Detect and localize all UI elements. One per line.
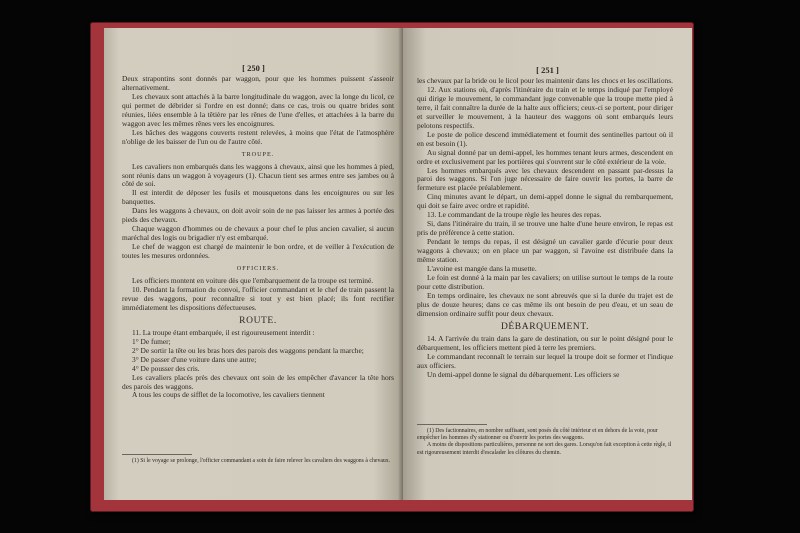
right-page [403, 28, 692, 500]
section-heading: TROUPE. [241, 150, 275, 158]
paragraph: 12. Aux stations où, d'après l'itinéraire du train et le temps indiqué par l'employé qui dirige le mouvement, le commandant juge convenable que la troupe mette pied à terre, il fait connaître la durée de la halte aux officiers; ceux-ci se portent, pour diriger et surveiller le mouvement, à la hauteur des waggons où sont embarqués leurs pelotons respectifs. [417, 84, 673, 130]
paragraph: Cinq minutes avant le départ, un demi-appel donne le signal du rembarquement, qui doit se faire avec ordre et rapidité. [417, 192, 673, 211]
footnote-rule [417, 424, 487, 425]
paragraph: En temps ordinaire, les chevaux ne sont abreuvés que si la durée du trajet est de plus de douze heures; dans ce cas même ils ont besoin de peu d'eau, et un seau de dimension ordinaire suffit pour deux chevaux. [417, 290, 673, 318]
paragraph: Les chevaux sont attachés à la barre longitudinale du waggon, avec la longe du licol, ce qui permet de débrider si l'ordre en est donné; dans ce cas, trois ou quatre brides sont réunies, liées ensemble à la têtière par les rênes de l'une d'elles, et attachées à la barre du waggon avec les mêmes rênes vers les encoignures. [122, 91, 394, 128]
paragraph: Le chef de waggon est chargé de maintenir le bon ordre, et de veiller à l'exécution de toutes les mesures ordonnées. [122, 242, 394, 261]
paragraph: 10. Pendant la formation du convoi, l'officier commandant et le chef de train passent la revue des waggons, pour reconnaître si tout y est bien placé; ils font rectifier immédiatement les dispositions défectueuses. [122, 284, 394, 312]
footnote-rule [122, 454, 192, 455]
footnote: A moins de dispositions particulières, personne ne sort des gares. Lorsqu'on fait exception à cette règle, il est rigoureusement interdit d'escalader les clôtures du chemin. [417, 442, 672, 456]
paragraph: Chaque waggon d'hommes ou de chevaux a pour chef le plus ancien cavalier, si aucun maréchal des logis ou brigadier n'y est embarqué. [122, 224, 394, 243]
list-item: 4° De pousser des cris. [132, 363, 200, 373]
paragraph: 11. La troupe étant embarquée, il est rigoureusement interdit : [132, 327, 315, 337]
footnote-block [122, 450, 394, 465]
paragraph: L'avoine est mangée dans la musette. [427, 264, 537, 274]
left-page [104, 28, 403, 500]
paragraph: A tous les coups de sifflet de la locomotive, les cavaliers tiennent [132, 390, 325, 400]
paragraph: Le foin est donné à la main par les cavaliers; on utilise surtout le temps de la route pour cette distribution. [417, 272, 673, 291]
page-number: [ 250 ] [242, 63, 265, 73]
paragraph: Les hommes embarqués avec les chevaux descendent en passant par-dessus la paroi des waggons. Si l'on juge nécessaire de faire ouvrir les portes, la barre de fermeture est placée préalablement. [417, 165, 673, 193]
paragraph: Deux strapontins sont donnés par waggon, pour que les hommes puissent s'asseoir alternativement. [122, 74, 394, 92]
paragraph: 14. A l'arrivée du train dans la gare de destination, ou sur le point désigné pour le débarquement, les officiers mettent pied à terre les premiers. [417, 333, 673, 352]
paragraph: Un demi-appel donne le signal du débarquement. Les officiers se [427, 369, 620, 379]
paragraph: Le poste de police descend immédiatement et fournit des sentinelles partout où il en est besoin (1). [417, 129, 673, 148]
list-item: 1° De fumer; [132, 336, 171, 346]
paragraph: Les cavaliers non embarqués dans les waggons à chevaux, ainsi que les hommes à pied, sont réunis dans un waggon à voyageurs (1). Chacun tient ses armes entre ses jambes ou à côté de soi. [122, 161, 394, 189]
paragraph: Les officiers montent en voiture dès que l'embarquement de la troupe est terminé. [132, 276, 374, 286]
paragraph: les chevaux par la bride ou le licol pour les maintenir dans les chocs et les oscillations. [417, 76, 673, 85]
list-item: 2° De sortir la tête ou les bras hors des parois des waggons pendant la marche; [132, 345, 364, 355]
page-text [417, 77, 673, 379]
paragraph: Il est interdit de déposer les fusils et mousquetons dans les encoignures ou sur les banquettes. [122, 188, 394, 207]
paragraph: Les bâches des waggons couverts restent relevées, à moins que l'état de l'atmosphère n'oblige de les baisser de l'un ou de l'autre côté. [122, 127, 394, 146]
page-text [122, 75, 394, 400]
list-item: 3° De passer d'une voiture dans une autre; [132, 354, 257, 364]
section-heading: DÉBARQUEMENT. [500, 321, 590, 332]
paragraph: Pendant le temps du repas, il est désigné un cavalier garde d'écurie pour deux waggons à chevaux; on en place un par waggon, si l'avoine est distribuée dans la même station. [417, 237, 673, 265]
paragraph: Si, dans l'itinéraire du train, il se trouve une halte d'une heure environ, le repas est pris de préférence à cette station. [417, 219, 673, 238]
paragraph: Dans les waggons à chevaux, on doit avoir soin de ne pas laisser les armes à portée des pieds des chevaux. [122, 206, 394, 225]
section-heading: OFFICIERS. [236, 265, 280, 273]
footnote: (1) Des factionnaires, en nombre suffisant, sont posés du côté intérieur et en dehors de la voie, pour empêcher les hommes d'y stationner ou d'ouvrir les portes des waggons. [417, 428, 658, 442]
footnote-block [417, 420, 673, 457]
paragraph: Au signal donné par un demi-appel, les hommes tenant leurs armes, descendent en ordre et exclusivement par les portières qui s'ouvrent sur le côté extérieur de la voie. [417, 147, 673, 166]
footnote: (1) Si le voyage se prolonge, l'officier commandant a soin de faire relever les cavaliers des waggons à chevaux. [132, 458, 391, 464]
paragraph: Le commandant reconnaît le terrain sur lequel la troupe doit se former et l'indique aux officiers. [417, 351, 673, 370]
paragraph: 13. Le commandant de la troupe règle les heures des repas. [427, 210, 602, 220]
paragraph: Les cavaliers placés près des chevaux ont soin de les empêcher d'avancer la tête hors des parois des waggons. [122, 372, 394, 391]
page-number: [ 251 ] [536, 65, 559, 75]
section-heading: ROUTE. [239, 315, 277, 326]
